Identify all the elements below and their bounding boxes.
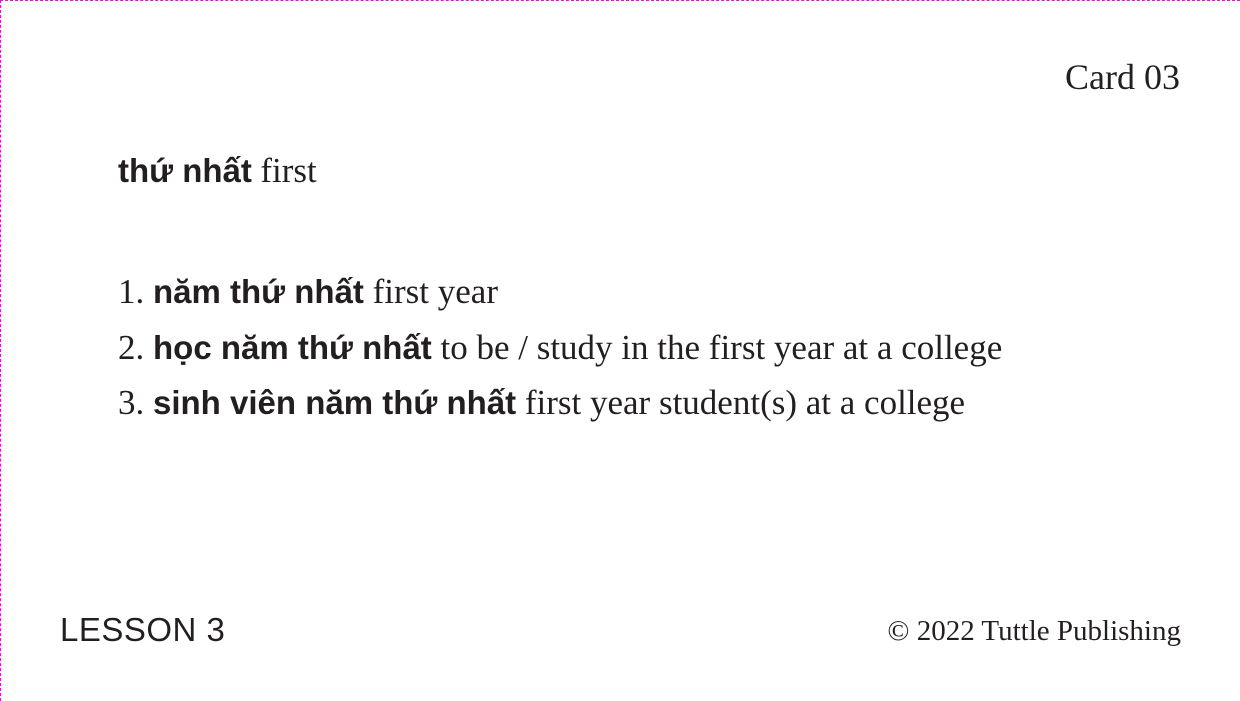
card-number: Card 03: [1065, 57, 1180, 97]
example-english: first year student(s) at a college: [524, 383, 966, 422]
example-number: 2.: [118, 327, 145, 367]
cut-line-top: [0, 0, 1240, 1]
example-vietnamese: học năm thứ nhất: [153, 328, 432, 366]
example-item: [118, 272, 1002, 328]
example-number: 1.: [118, 272, 145, 311]
example-list: [118, 272, 1002, 439]
headword-vietnamese: thứ nhất: [118, 152, 252, 189]
cut-line-left: [0, 0, 1, 701]
example-english: to be / study in the first year at a college: [440, 327, 1003, 367]
headword-english: first: [260, 151, 317, 190]
example-vietnamese: năm thứ nhất: [153, 273, 364, 310]
example-item: [118, 328, 1002, 384]
lesson-label: LESSON 3: [60, 611, 226, 648]
example-number: 3.: [118, 383, 145, 422]
example-item: [118, 383, 1002, 439]
headword-entry: [118, 152, 317, 191]
copyright-notice: © 2022 Tuttle Publishing: [887, 615, 1181, 647]
example-english: first year: [372, 272, 498, 311]
example-vietnamese: sinh viên năm thứ nhất: [153, 384, 517, 421]
